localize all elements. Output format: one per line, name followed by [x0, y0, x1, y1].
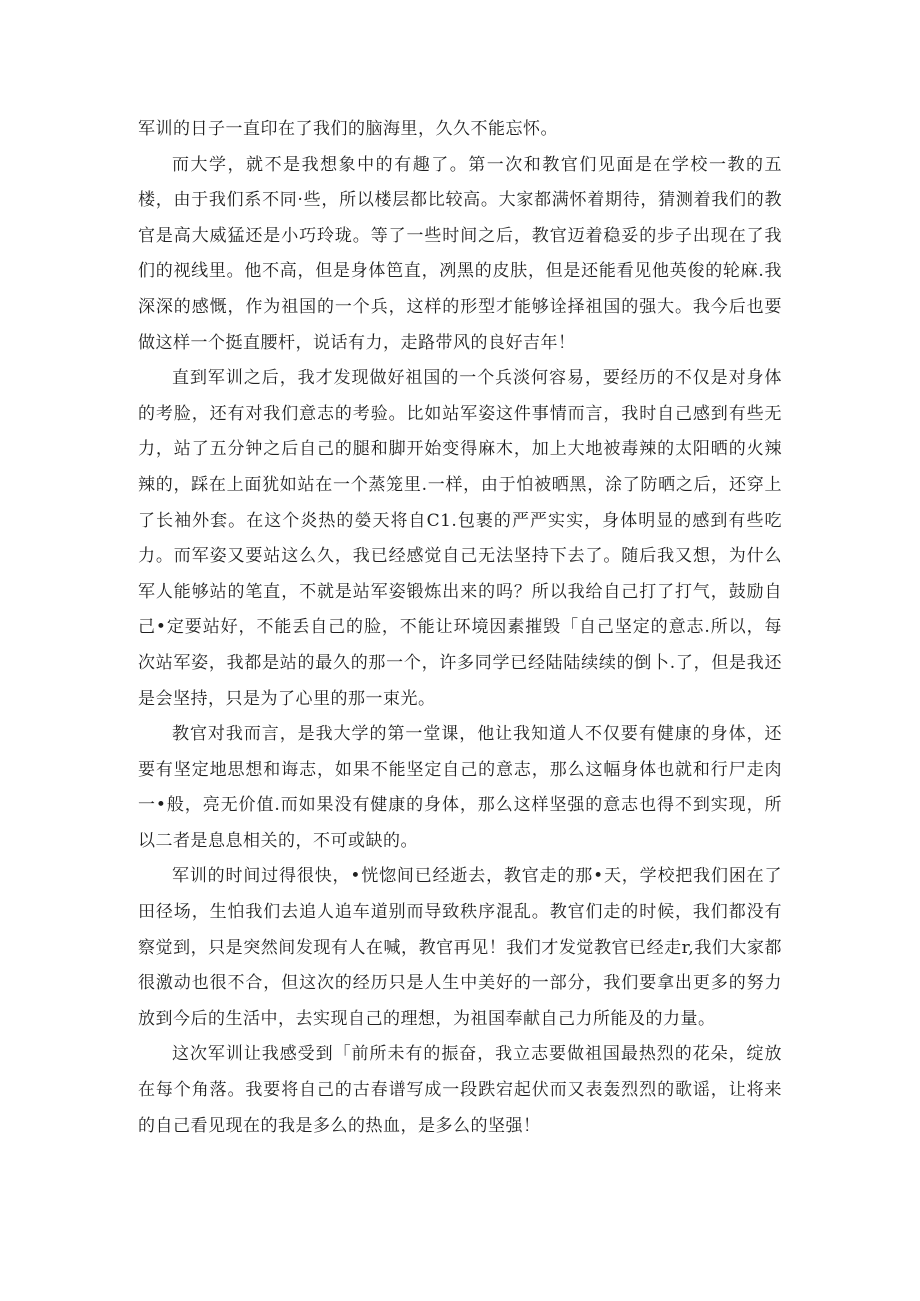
- document-page: [138, 112, 782, 1144]
- paragraph-6: 这次军训让我感受到「前所未有的振奋，我立志要做祖国最热烈的花朵，绽放在每个角落。我要将自己的古春谱写成一段跌宕起伏而又表轰烈烈的歌谣，让将来的自己看见现在的我是多么的热血，是多么的坚强！: [138, 1044, 782, 1136]
- paragraph-2: 而大学，就不是我想象中的有趣了。第一次和教官们见面是在学校一教的五楼，由于我们系不同·些，所以楼层都比较高。大家都满怀着期待，猜测着我们的教官是高大威猛还是小巧玲珑。等了一些时间之后，教官迈着稳妥的步子出现在了我们的视线里。他不高，但是身体笆直，冽黑的皮肤，但是还能看见他英俊的轮麻.我深深的感慨，作为祖国的一个兵，这样的形型才能够诠择祖国的强大。我今后也要做这样一个挺直腰杆，说话有力，走路带风的良好吉年！: [138, 154, 782, 353]
- paragraph-3: 直到军训之后，我才发现做好祖国的一个兵淡何容易，要经历的不仅是对身体的考脸，还有对我们意志的考验。比如站军姿这件事情而言，我时自己感到有些无力，站了五分钟之后自己的腿和脚开始变得麻木，加上大地被毒辣的太阳晒的火辣辣的，踩在上面犹如站在一个蒸笼里.一样，由于怕被晒黑，涂了防晒之后，还穿上了长袖外套。在这个炎热的嫈天将自C1.包裹的严严实实，身体明显的感到有些吃力。而军姿又要站这么久，我已经感觉自己无法坚持下去了。随后我又想，为什么军人能够站的笔直，不就是站军姿锻炼出来的吗？所以我给自己打了打气，鼓励自己•定要站好，不能丢自己的脸，不能让环境因素摧毁「自己坚定的意志.所以，每次站军姿，我都是站的最久的那一个，许多同学已经陆陆续续的倒卜.了，但是我还是会坚持，只是为了心里的那一束光。: [138, 368, 782, 709]
- paragraph-5: 军训的时间过得很快，•恍惚间已经逝去，教官走的那•天，学校把我们困在了田径场，生怕我们去追人追车道别而导致秩序混乱。教官们走的时候，我们都没有察觉到，只是突然间发现有人在喊，教官再见！我们才发觉教官已经走r,我们大家都很激动也很不合，但这次的经历只是人生中美好的一部分，我们要拿出更多的努力放到今后的生活中，去实现自己的理想，为祖国奉献自己力所能及的力量。: [138, 866, 782, 1029]
- paragraph-1: 军训的日子一直印在了我们的脑海里，久久不能忘怀。: [138, 119, 558, 139]
- paragraph-4: 教官对我而言，是我大学的第一堂课，他让我知道人不仅要有健康的身体，还要有坚定地思想和诲志，如果不能坚定自己的意志，那么这幅身体也就和行尸走肉一•般，亮无价值.而如果没有健康的身体，那么这样坚强的意志也得不到实现，所以二者是息息相关的，不可或缺的。: [138, 724, 782, 851]
